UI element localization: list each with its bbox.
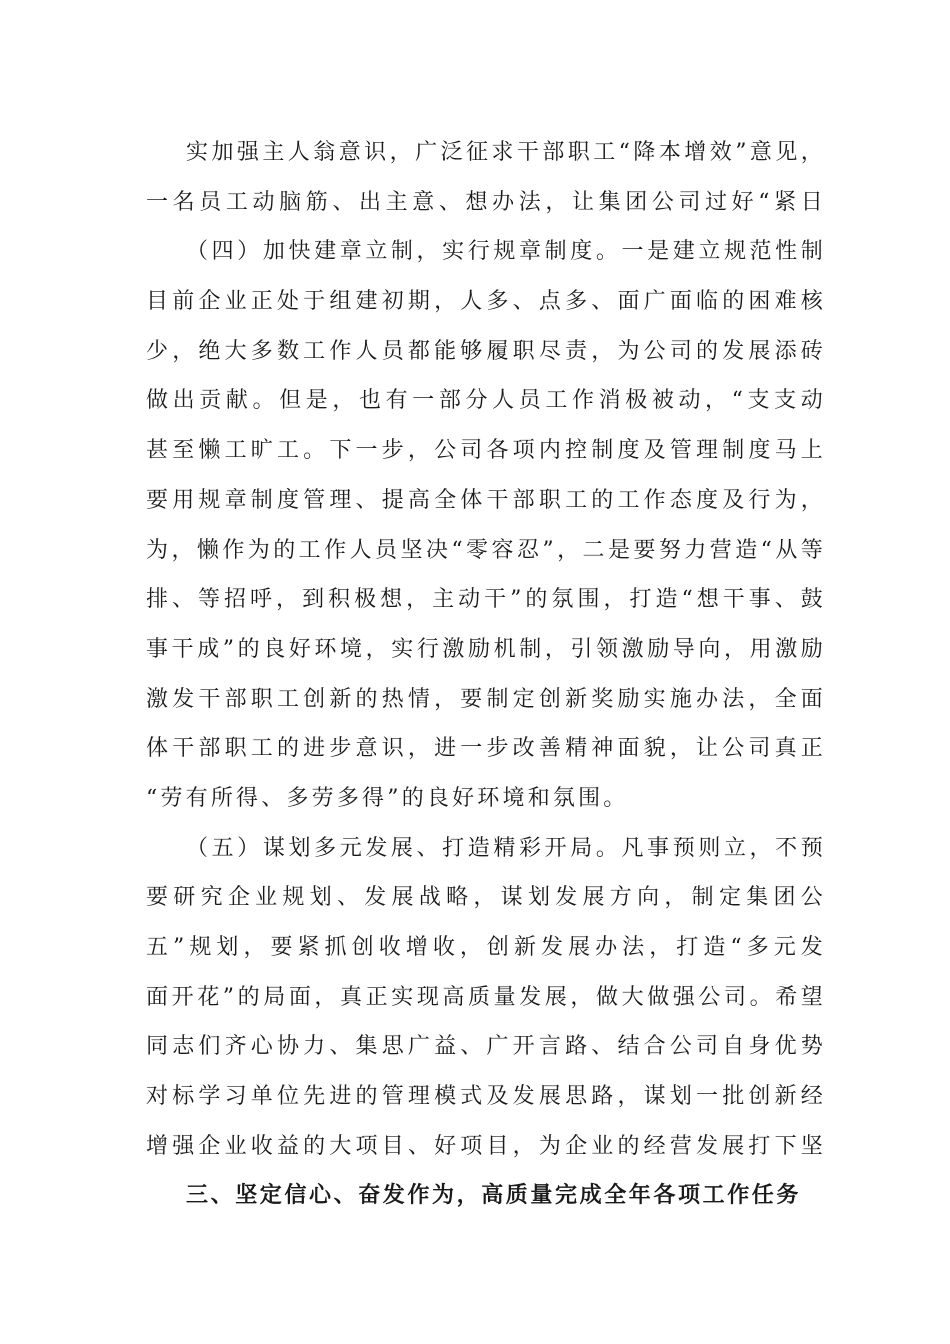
paragraph-line: 体干部职工的进步意识，进一步改善精神面貌，让公司真正 <box>146 736 826 762</box>
paragraph-line: 五”规划，要紧抓创收增收，创新发展办法，打造“多元发 <box>146 935 826 960</box>
paragraph-line: 为，懒作为的工作人员坚决“零容忍”，二是要努力营造“从等 <box>146 537 826 563</box>
paragraph-line: 目前企业正处于组建初期，人多、点多、面广面临的困难核 <box>146 289 826 315</box>
paragraph-line: 一名员工动脑筋、出主意、想办法，让集团公司过好“紧日 <box>146 189 826 215</box>
paragraph-line: 增强企业收益的大项目、好项目，为企业的经营发展打下坚 <box>146 1133 826 1159</box>
document-body <box>146 128 826 1221</box>
paragraph-line: 甚至懒工旷工。下一步，公司各项内控制度及管理制度马上 <box>146 438 826 464</box>
paragraph-line: （四）加快建章立制，实行规章制度。一是建立规范性制 <box>186 239 826 265</box>
paragraph-line: 少，绝大多数工作人员都能够履职尽责，为公司的发展添砖 <box>146 338 826 364</box>
paragraph-line: 同志们齐心协力、集思广益、广开言路、结合公司自身优势 <box>146 1034 826 1060</box>
paragraph-line: 要研究企业规划、发展战略，谋划发展方向，制定集团公 <box>146 885 826 911</box>
paragraph-line: 对标学习单位先进的管理模式及发展思路，谋划一批创新经 <box>146 1084 826 1110</box>
paragraph-line: “劳有所得、多劳多得”的良好环境和氛围。 <box>146 785 629 811</box>
paragraph-line: 事干成”的良好环境，实行激励机制，引领激励导向，用激励 <box>146 636 826 662</box>
paragraph-line: 实加强主人翁意识，广泛征求干部职工“降本增效”意见， <box>186 140 826 165</box>
paragraph-line: 面开花”的局面，真正实现高质量发展，做大做强公司。希望 <box>146 984 826 1010</box>
paragraph-line: 激发干部职工创新的热情，要制定创新奖励实施办法，全面 <box>146 686 826 712</box>
paragraph-line: 做出贡献。但是，也有一部分人员工作消极被动，“支支动 <box>146 388 826 414</box>
paragraph-line: （五）谋划多元发展、打造精彩开局。凡事预则立，不预 <box>186 835 826 861</box>
paragraph-line: 排、等招呼，到积极想，主动干”的氛围，打造“想干事、鼓 <box>146 587 826 613</box>
paragraph-line: 要用规章制度管理、提高全体干部职工的工作态度及行为， <box>146 487 826 513</box>
section-heading: 三、坚定信心、奋发作为，高质量完成全年各项工作任务 <box>186 1183 802 1209</box>
